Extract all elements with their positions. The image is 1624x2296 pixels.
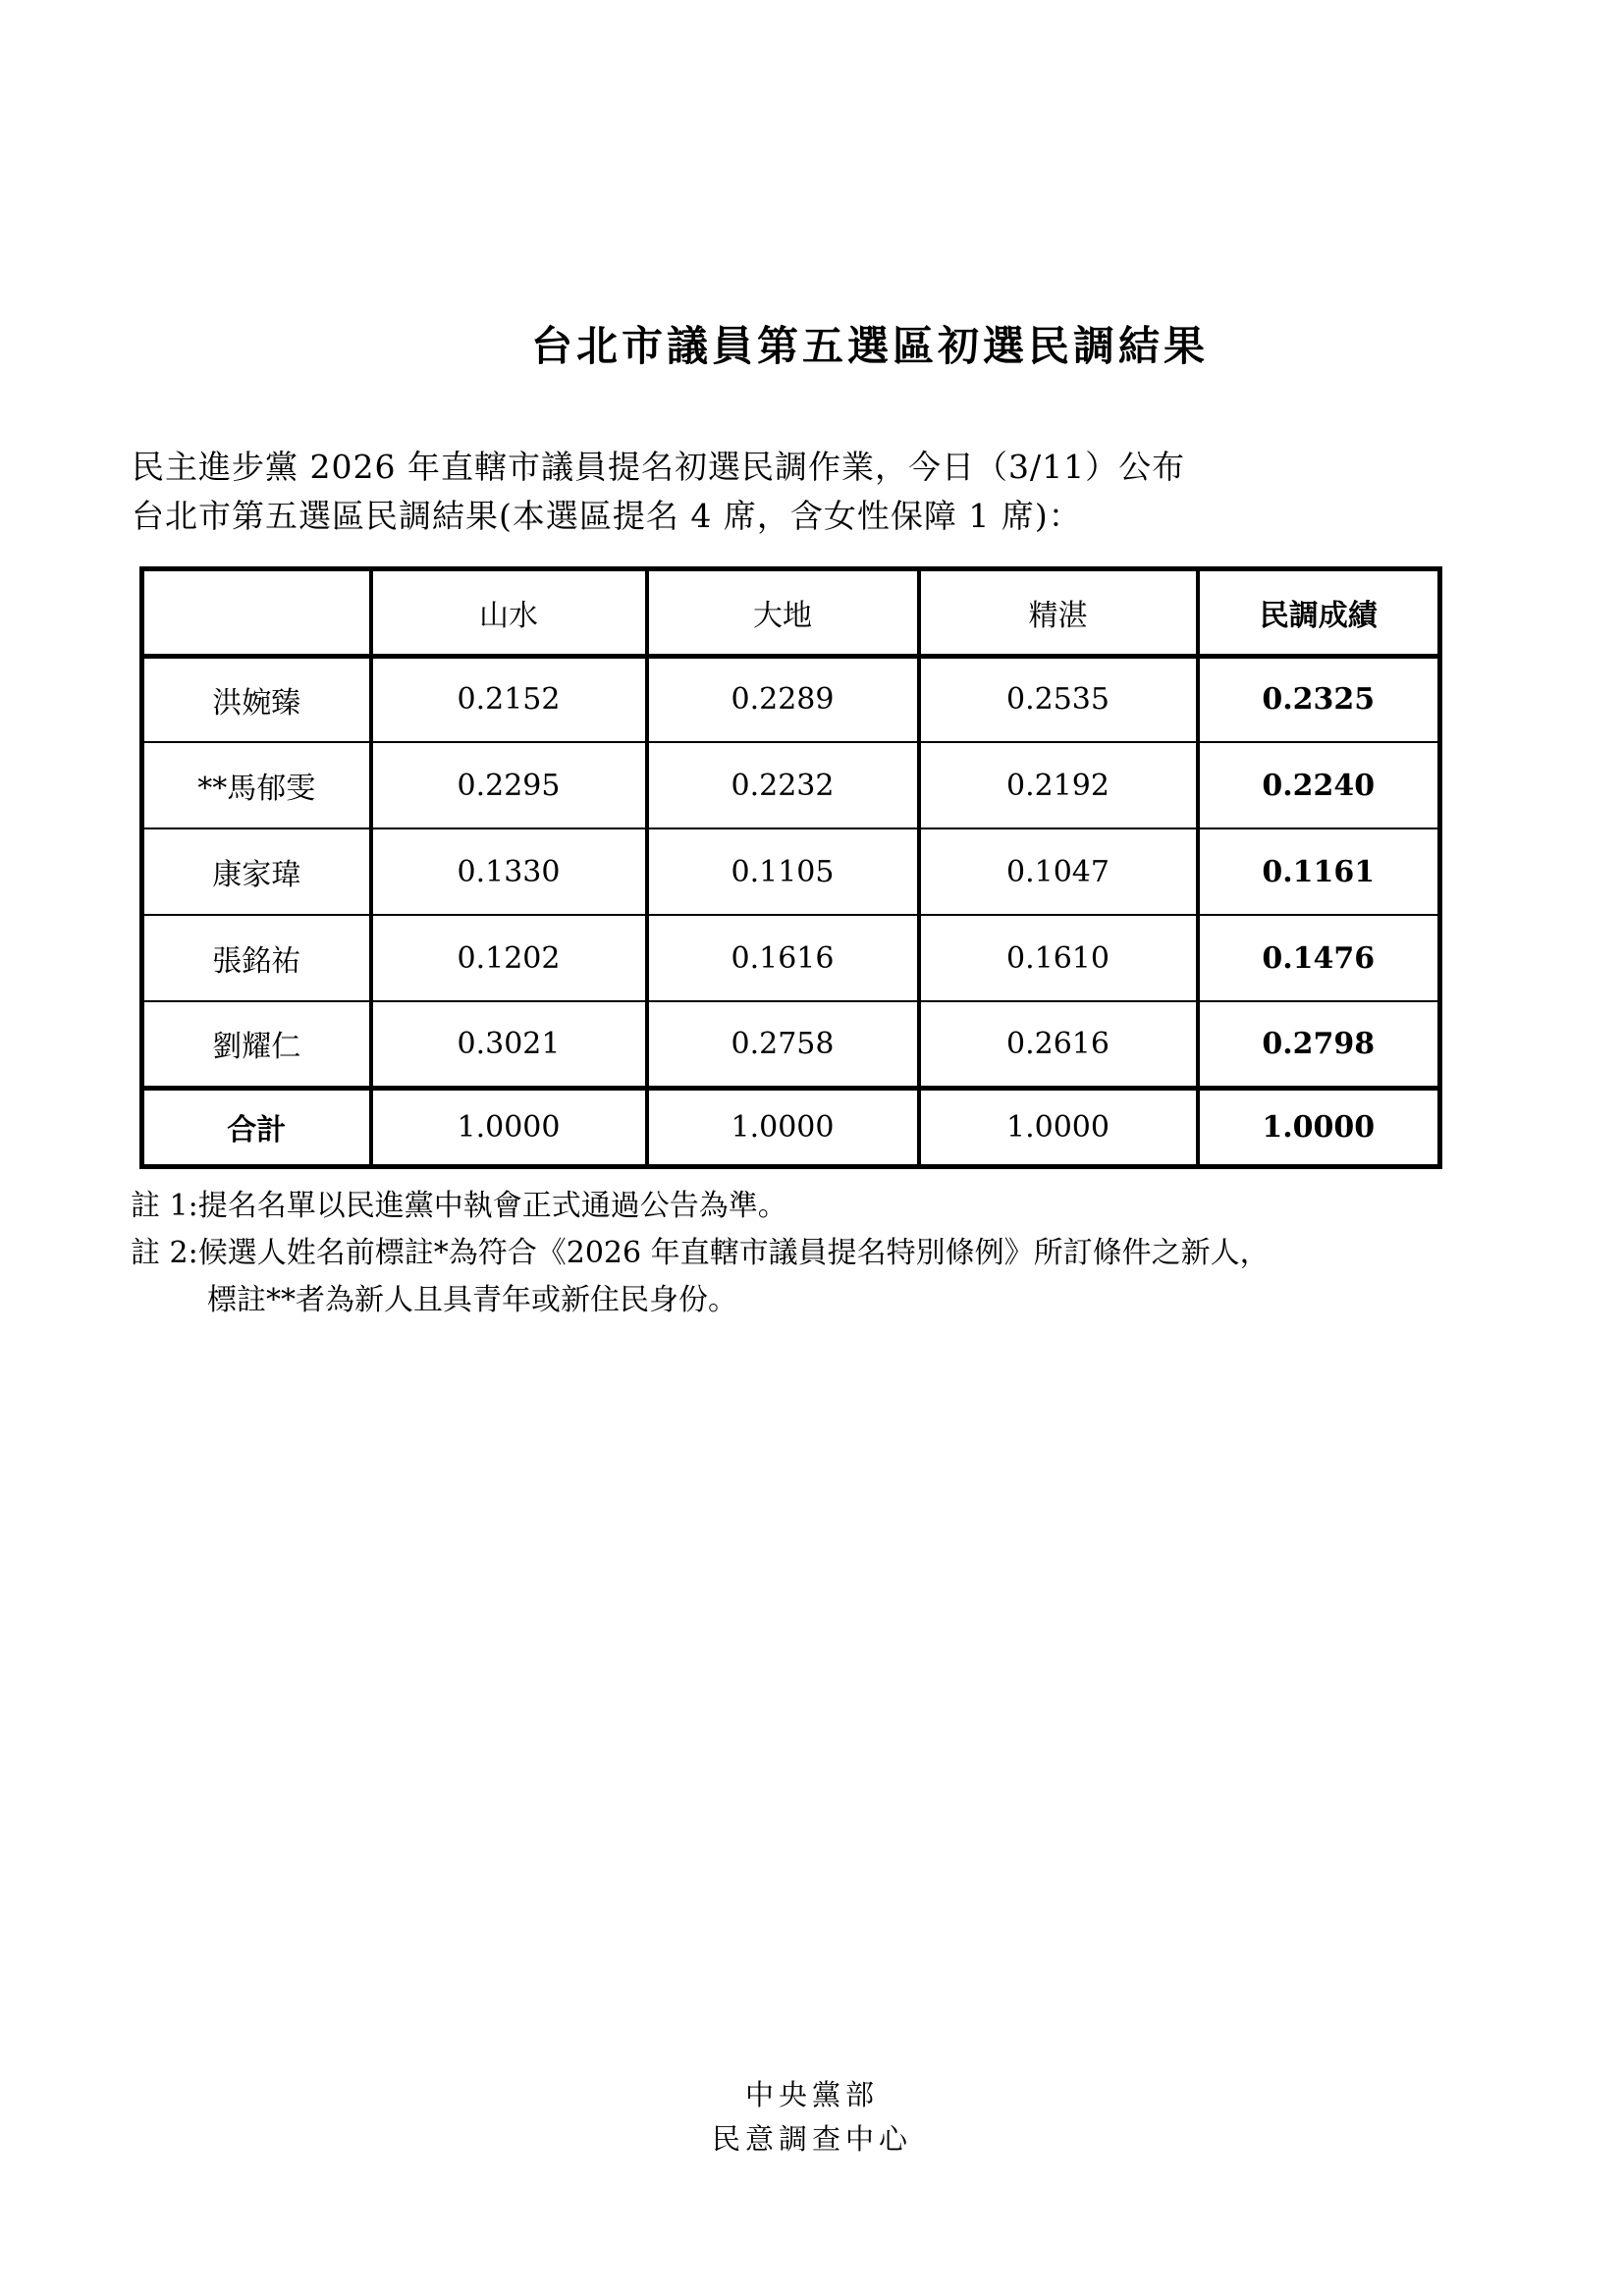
page-title: 台北市議員第五選區初選民調結果 [530,322,1209,370]
total-value: 1.0000 [647,1088,919,1166]
table-row-candidate-4 [142,915,1440,1001]
table-row-candidate-5 [142,1001,1440,1088]
poll-value: 0.1616 [647,915,919,1001]
candidate-name: 張銘祐 [142,915,371,1001]
footer-org-line-1: 中央黨部 [744,2078,879,2111]
poll-value: 0.2616 [919,1001,1198,1088]
poll-value: 0.1610 [919,915,1198,1001]
table-row-total [142,1088,1440,1166]
poll-result-value: 0.2798 [1198,1001,1440,1088]
poll-value: 0.2152 [371,656,647,742]
footer-org-line-2: 民意調查中心 [711,2122,912,2156]
poll-result-value: 0.2325 [1198,656,1440,742]
header-candidate-blank [142,568,371,656]
footnote-1: 註 1:提名名單以民進黨中執會正式通過公告為準。 [131,1188,787,1223]
footnote-2-line-1: 註 2:候選人姓名前標註*為符合《2026 年直轄市議員提名特別條例》所訂條件之新人， [131,1235,1270,1270]
poll-result-value: 0.1161 [1198,828,1440,915]
candidate-name: **馬郁雯 [142,742,371,828]
table-row-candidate-3 [142,828,1440,915]
intro-line-1: 民主進步黨 2026 年直轄市議員提名初選民調作業，今日（3/11）公布 [132,447,1186,486]
poll-result-value: 0.1476 [1198,915,1440,1001]
poll-value: 0.2758 [647,1001,919,1088]
header-pollster-jingzhan: 精湛 [919,568,1198,656]
header-poll-result: 民調成績 [1198,568,1440,656]
header-pollster-dadi: 大地 [647,568,919,656]
total-value: 1.0000 [919,1088,1198,1166]
footnote-2-line-2: 標註**者為新人且具青年或新住民身份。 [207,1282,737,1317]
poll-value: 0.1330 [371,828,647,915]
header-pollster-shanshui: 山水 [371,568,647,656]
table-row-candidate-1 [142,656,1440,742]
total-value: 1.0000 [371,1088,647,1166]
poll-value: 0.2192 [919,742,1198,828]
poll-value: 0.1105 [647,828,919,915]
candidate-name: 洪婉臻 [142,656,371,742]
candidate-name: 劉耀仁 [142,1001,371,1088]
document-footer [0,2073,1624,2162]
candidate-name: 康家瑋 [142,828,371,915]
intro-paragraph [132,443,1467,541]
poll-results-table [139,566,1442,1169]
table-header-row [142,568,1440,656]
poll-value: 0.2535 [919,656,1198,742]
poll-value: 0.2289 [647,656,919,742]
footnotes [131,1183,1487,1324]
poll-value: 0.2232 [647,742,919,828]
total-label: 合計 [142,1088,371,1166]
poll-result-value: 0.2240 [1198,742,1440,828]
intro-line-2: 台北市第五選區民調結果(本選區提名 4 席，含女性保障 1 席)： [132,496,1082,535]
total-result-value: 1.0000 [1198,1088,1440,1166]
table-row-candidate-2 [142,742,1440,828]
poll-value: 0.1047 [919,828,1198,915]
poll-value: 0.3021 [371,1001,647,1088]
poll-value: 0.2295 [371,742,647,828]
poll-value: 0.1202 [371,915,647,1001]
